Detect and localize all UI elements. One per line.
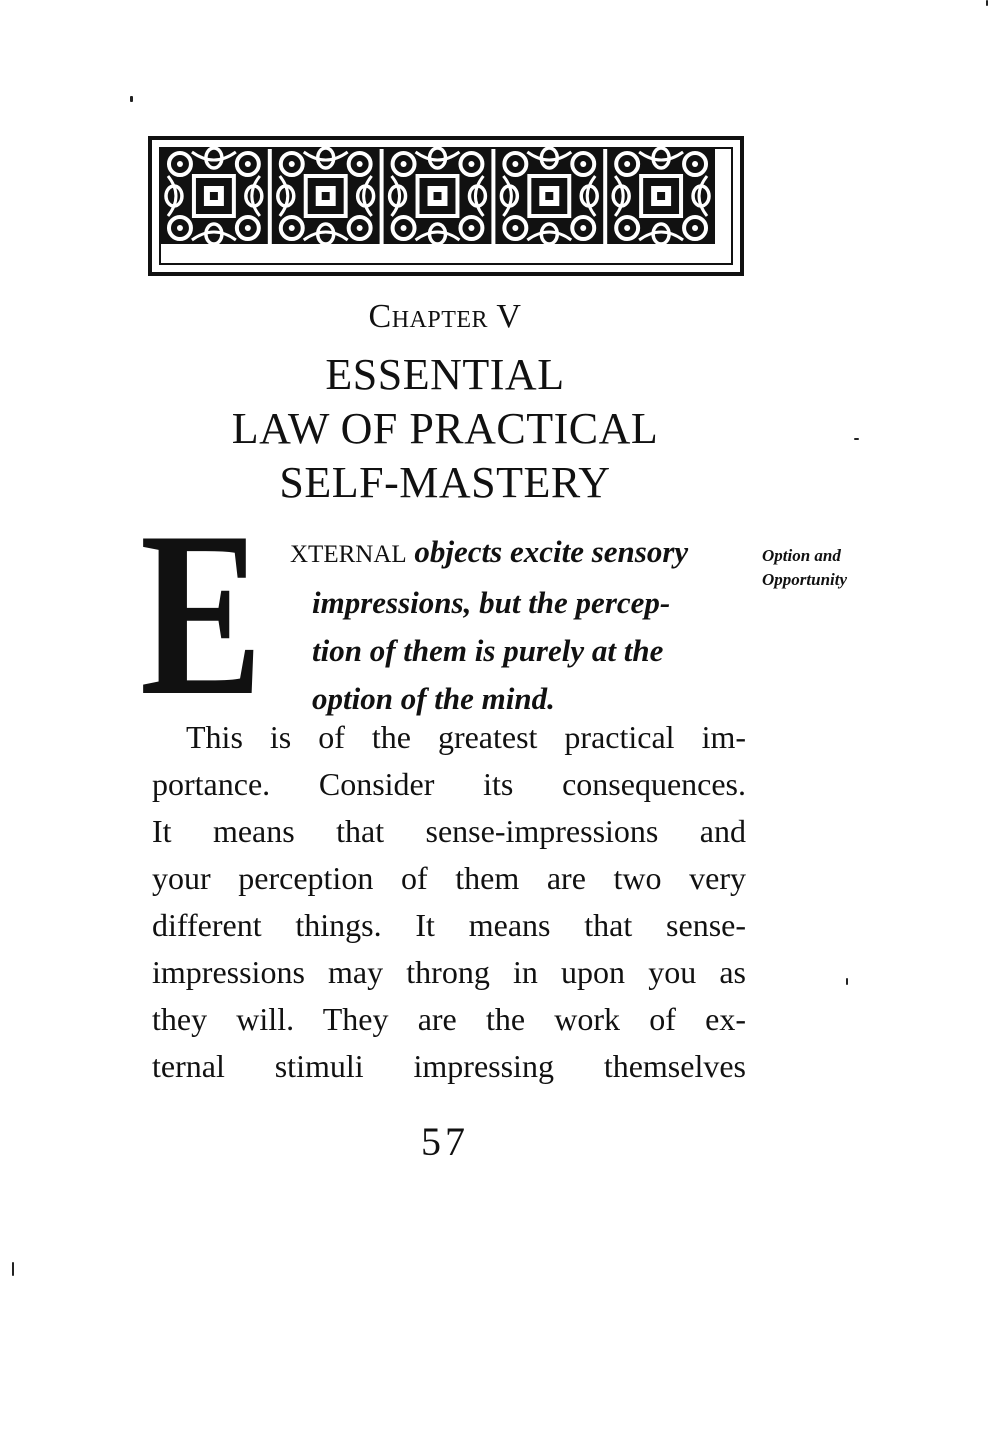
margin-note — [762, 544, 912, 592]
lead-line-text: objects excite sensory — [414, 534, 689, 569]
body-line: portance. Consider its consequences. — [152, 766, 746, 802]
margin-note-line: Option and — [762, 546, 841, 565]
body-line: impressions may throng in upon you as — [152, 954, 746, 990]
chapter-title-line: LAW OF PRACTICAL — [231, 404, 659, 453]
lead-line: impressions, but the percep- — [312, 585, 671, 620]
lead-paragraph — [290, 528, 750, 723]
ornament-tile — [607, 148, 715, 244]
ornament-tile — [272, 148, 380, 244]
ornament-tile — [495, 148, 603, 244]
ornament-tile — [160, 148, 268, 244]
ornament-tile — [384, 148, 492, 244]
lead-first-word: XTERNAL — [290, 541, 407, 568]
page-number: 57 — [421, 1119, 469, 1164]
lattice-ornament-icon — [158, 146, 717, 246]
body-line: they will. They are the work of ex- — [152, 1001, 746, 1037]
body-line: different things. It means that sense- — [152, 907, 746, 943]
scan-speck — [854, 438, 859, 440]
decorative-header-band — [148, 136, 744, 276]
scan-speck — [846, 978, 848, 985]
chapter-title-line: ESSENTIAL — [325, 350, 565, 399]
margin-note-line: Opportunity — [762, 570, 848, 589]
scan-speck — [12, 1262, 14, 1276]
body-line: ternal stimuli impressing themselves — [152, 1048, 746, 1084]
scan-speck — [130, 96, 133, 102]
body-line: It means that sense-impressions and — [152, 813, 746, 849]
body-line: your perception of them are two very — [152, 860, 746, 896]
chapter-label: Chapter V — [368, 298, 522, 335]
lead-line: option of the mind. — [312, 681, 555, 716]
chapter-title — [0, 348, 890, 510]
drop-cap: E — [140, 484, 263, 745]
lead-line — [290, 528, 750, 579]
body-paragraph — [152, 714, 746, 1090]
chapter-title-line: SELF-MASTERY — [279, 458, 611, 507]
lead-line: tion of them is purely at the — [312, 633, 664, 668]
scan-speck — [986, 0, 988, 6]
body-line: This is of the greatest practical im- — [186, 719, 746, 755]
